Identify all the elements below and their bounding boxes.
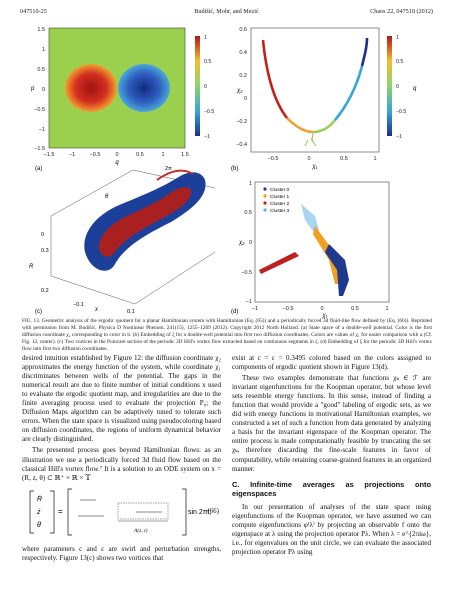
c-top-label: 2π xyxy=(165,166,172,172)
c-zero: 0 xyxy=(41,232,45,238)
panel-c xyxy=(29,166,215,315)
a-xtick: −1.5 xyxy=(43,152,55,158)
paragraph: In our presentation of analyses of the state space using eigenfunctions of the Koopman operator, we have assumed we can compute eigenfunctions φ⁽λ⁾ by projecting an observable f onto the eigenspace at λ using the projection operator Pλ. When λ = e^{2πiω}, i.e., for eigenvalues on the unit circle, we can evaluate the associated projection operator Pλ using xyxy=(232,502,431,556)
a-ytick: −0.5 xyxy=(34,107,45,113)
paragraph: exist at c = ε = 0.3495 colored based on the colors assigned to components of ergodic quotient shown in Figure 13(d). xyxy=(232,354,431,372)
panel-b xyxy=(231,27,417,172)
a-ytick: 0.5 xyxy=(37,67,45,73)
equation-number: (66) xyxy=(207,506,219,515)
figure-13 xyxy=(15,20,438,319)
panel-a xyxy=(30,27,214,172)
a-ylabel: p xyxy=(31,86,35,92)
b-cbar-tick: −1 xyxy=(396,134,402,140)
figure-caption: FIG. 13. Geometric analysis of the ergodic quotient for a planar Hamiltonian system with Hamiltonian (Eq. (65)) and a periodically forced 3d fluid-like flow defined by (Eq. (66)). Reprinted with permission from M. Budišić, Physica D Nonlinear Phenom. 241(15), 1255–1269 (2012). Copyright 2012 North Holland. (a) State space of a double-well potential. Color is the first diffusion coordinate χ₁ corresponding to color in b. (b) Embedding of ξ for a double-well potential into first two diffusion coordinates. Colors are values of χ₁ for easier comparison with a (Cf. Fig. 12, center). (c) Two vortices in the Poincaré section of the periodic 3D Hill's vortex flow extracted based on continuous segments in ξ. (d) Embedding of ξ for the periodic 3D Hill's vortex flow into first two diffusion coordinates. xyxy=(22,318,432,352)
header-journal: Chaos 22, 047510 (2012) xyxy=(370,8,433,15)
b-ytick: −0.4 xyxy=(236,142,247,148)
a-cbar-tick: −1 xyxy=(204,134,210,140)
d-xticks xyxy=(252,306,389,312)
b-ytick: 0 xyxy=(243,96,247,102)
paragraph: desired intuition established by Figure 12: the diffusion coordinate χ₂ approximates the energy function of the system, while coordinate χ₁ discriminates between wells of the potential. The gaps in the numerical result are due to finite number of initial conditions x used to evaluate the ergodic quotient map, and irregularities are due to the finite averaging process used to evaluate the projection P₀; the Diffusion Maps algorithm can be adaptively tuned to tolerate such errors. When the state space is visualized using pseudocoloring based on diffusion coordinates, the regions of uniform dynamical behavior are clearly distinguished. xyxy=(22,354,221,444)
d-legend-item: Cluster 0 xyxy=(270,188,290,193)
paragraph: The presented process goes beyond Hamiltonian flows: as an illustration we use a periodically forced 3d fluid flow based on the classical Hill's vortex flow.⁷ It is a solution to an ODE system on x = (R, z, θ) ⊂ ℝ⁺ × ℝ × 𝕋 xyxy=(22,446,221,482)
svg-text:Ṙ: Ṙ xyxy=(37,495,43,503)
b-cbar-tick: 1 xyxy=(396,35,399,41)
panel-d xyxy=(231,181,389,319)
panel-label-d: (d) xyxy=(231,309,239,315)
a-ytick: 0 xyxy=(41,87,45,93)
b-xtick: −0.5 xyxy=(267,156,279,162)
d-xtick: −0.5 xyxy=(282,306,294,312)
svg-text:θ̇: θ̇ xyxy=(37,521,41,529)
header-authors: Budišić, Mohr, and Mezić xyxy=(194,8,259,15)
d-ytick: −0.5 xyxy=(241,270,252,276)
right-column xyxy=(232,354,431,559)
d-xtick: 0.5 xyxy=(351,306,359,312)
a-colorbar-ticks xyxy=(204,35,214,140)
well-right xyxy=(118,64,170,112)
d-ylabel: χ₂ xyxy=(239,240,245,246)
a-cbar-tick: 0.5 xyxy=(204,59,212,65)
left-column xyxy=(22,354,221,565)
panel-label-b: (b) xyxy=(231,166,239,172)
b-cbar-tick: 0.5 xyxy=(396,59,404,65)
section-heading: C. Infinite-time averages as projections onto eigenspaces xyxy=(232,479,431,498)
panel-a-yticks xyxy=(34,27,45,152)
d-legend-item: Cluster 1 xyxy=(270,195,290,200)
b-ytick: 0.6 xyxy=(239,27,247,33)
c-rtick: 0.3 xyxy=(41,248,49,254)
b-side-label: q xyxy=(413,86,417,92)
panel-a-xticks xyxy=(44,152,189,158)
b-colorbar xyxy=(387,36,392,136)
a-cbar-tick: 0 xyxy=(204,84,207,90)
d-xlabel: χ₁ xyxy=(322,313,328,319)
b-xtick: 0.5 xyxy=(340,156,348,162)
b-ytick: 0.2 xyxy=(239,73,247,79)
a-xtick: 0.5 xyxy=(136,152,144,158)
header-page-id: 047510-25 xyxy=(20,8,47,15)
c-theta-label: θ xyxy=(105,194,109,200)
a-colorbar xyxy=(195,36,200,136)
b-xtick: 0 xyxy=(307,156,311,162)
b-xlabel: χ₁ xyxy=(312,164,318,170)
b-xticks xyxy=(268,156,377,162)
b-ylabel: χ₂ xyxy=(237,88,243,94)
d-legend-item: Cluster 2 xyxy=(270,202,290,207)
a-xtick: 0 xyxy=(115,152,119,158)
d-ytick: 0.5 xyxy=(244,210,252,216)
d-xtick: 1 xyxy=(385,306,389,312)
a-xtick: −1 xyxy=(68,152,76,158)
a-ytick: −1.5 xyxy=(34,146,45,152)
a-xtick: −0.5 xyxy=(89,152,101,158)
d-ytick: 1 xyxy=(248,181,252,187)
panel-label-c: (c) xyxy=(35,309,42,315)
a-cbar-tick: −0.5 xyxy=(204,109,215,115)
equation-A-label: A(z, t) xyxy=(134,527,148,534)
equation-66 xyxy=(22,487,221,539)
c-R-label: R xyxy=(29,264,34,270)
b-cbar-tick: 0 xyxy=(396,84,399,90)
b-ytick: 0.4 xyxy=(239,50,247,56)
a-xtick: 1 xyxy=(161,152,165,158)
equation-matrix xyxy=(22,487,221,539)
d-xtick: −1 xyxy=(251,306,259,312)
a-ytick: 1.5 xyxy=(37,27,45,33)
b-xtick: 1 xyxy=(373,156,377,162)
b-ytick: −0.2 xyxy=(236,119,247,125)
d-legend-item: Cluster 3 xyxy=(270,209,290,214)
svg-text:=: = xyxy=(58,506,63,516)
a-ytick: −1 xyxy=(38,127,45,133)
c-rtick: 0.2 xyxy=(41,288,49,294)
d-xtick: 0 xyxy=(320,306,324,312)
svg-text:sin 2πt,: sin 2πt, xyxy=(188,508,212,516)
a-cbar-tick: 1 xyxy=(204,35,207,41)
panel-label-a: (a) xyxy=(35,166,43,172)
b-cbar-tick: −0.5 xyxy=(396,109,407,115)
svg-text:ż: ż xyxy=(37,508,41,516)
c-xtick: 0.1 xyxy=(127,309,135,315)
paragraph: These two examples demonstrate that functions χₖ ∈ ℱ are invariant eigenfunctions for the Koopman operator, but whose level sets resemble energy functions. In this sense, instead of finding a function that would provide a "good" labeling of ergodic sets, as we did with energy functions in motivational Hamiltonian examples, we constructed a set of such a function from data generated by analyzing a basis for the invariant eigenspace of the Koopman operator. The entire process is made computationally feasible by truncating the set χₖ, therefore discarding the fine-scale features in favor of computability, while retaining coarse-grained features in an organized manner. xyxy=(232,374,431,473)
d-ytick: 0 xyxy=(248,240,252,246)
a-ytick: 1 xyxy=(41,47,45,53)
a-xtick: 1.5 xyxy=(181,152,189,158)
paragraph: where parameters c and ε are swirl and perturbation strengths, respectively. Figure 13(c) shows two vortices that xyxy=(22,544,221,562)
a-xlabel: q xyxy=(115,160,119,166)
c-x-label: x xyxy=(95,307,98,313)
c-xtick: −0.1 xyxy=(73,302,84,308)
d-ytick: −1 xyxy=(245,299,252,305)
b-colorbar-ticks xyxy=(396,35,406,140)
well-left xyxy=(65,64,117,112)
